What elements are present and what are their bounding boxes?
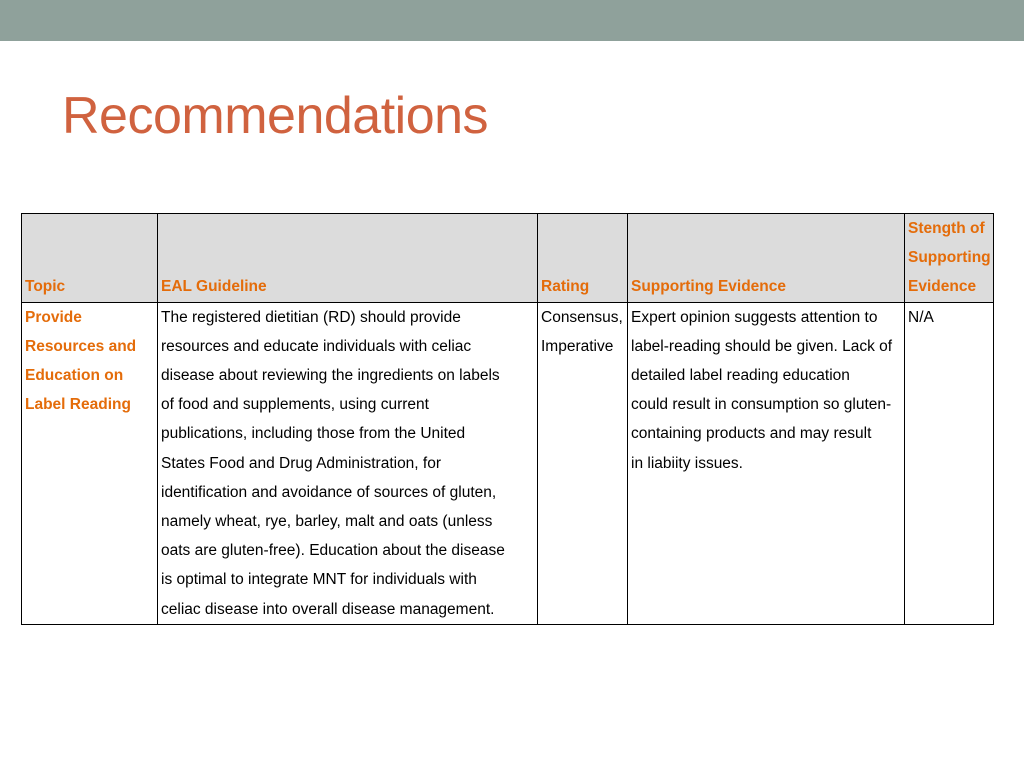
cell-supporting-evidence xyxy=(628,302,905,624)
header-eal-guideline: EAL Guideline xyxy=(158,214,538,303)
table-row xyxy=(22,302,994,624)
evidence-line: could result in consumption so gluten- xyxy=(631,396,892,414)
rating-line: Consensus, xyxy=(541,308,623,326)
header-strength-line: Evidence xyxy=(908,278,977,296)
cell-eal-guideline xyxy=(158,302,538,624)
header-strength-line: Stength of xyxy=(908,220,985,237)
guideline-line: oats are gluten-free). Education about the disease xyxy=(161,542,505,560)
guideline-line: is optimal to integrate MNT for individuals with xyxy=(161,571,477,589)
evidence-line: Expert opinion suggests attention to xyxy=(631,308,878,326)
cell-rating xyxy=(538,302,628,624)
guideline-line: namely wheat, rye, barley, malt and oats (unless xyxy=(161,513,493,531)
rating-line: Imperative xyxy=(541,337,614,355)
guideline-line: States Food and Drug Administration, for xyxy=(161,454,442,472)
top-accent-bar xyxy=(0,0,1024,41)
guideline-line: The registered dietitian (RD) should provide xyxy=(161,308,461,326)
evidence-line: detailed label reading education xyxy=(631,367,850,385)
header-strength-line: Supporting xyxy=(908,249,991,267)
header-rating: Rating xyxy=(538,214,628,303)
guideline-line: celiac disease into overall disease management. xyxy=(161,600,495,618)
slide-title: Recommendations xyxy=(62,87,489,145)
evidence-line: label-reading should be given. Lack of xyxy=(631,337,893,355)
evidence-line: in liabiity issues. xyxy=(631,454,743,472)
evidence-line: containing products and may result xyxy=(631,425,872,443)
guideline-line: identification and avoidance of sources of gluten, xyxy=(161,483,497,501)
table-header-row xyxy=(22,214,994,303)
header-strength-of-evidence xyxy=(905,214,994,303)
recommendations-table-container xyxy=(21,213,993,625)
cell-strength-of-evidence: N/A xyxy=(905,302,994,624)
header-supporting-evidence: Supporting Evidence xyxy=(628,214,905,303)
guideline-line: of food and supplements, using current xyxy=(161,396,429,414)
guideline-line: resources and educate individuals with celiac xyxy=(161,337,472,355)
guideline-line: disease about reviewing the ingredients on labels xyxy=(161,367,500,385)
header-topic: Topic xyxy=(22,214,158,303)
cell-topic: Provide Resources and Education on Label Reading xyxy=(22,302,158,624)
guideline-line: publications, including those from the United xyxy=(161,425,466,443)
recommendations-table xyxy=(21,213,994,625)
